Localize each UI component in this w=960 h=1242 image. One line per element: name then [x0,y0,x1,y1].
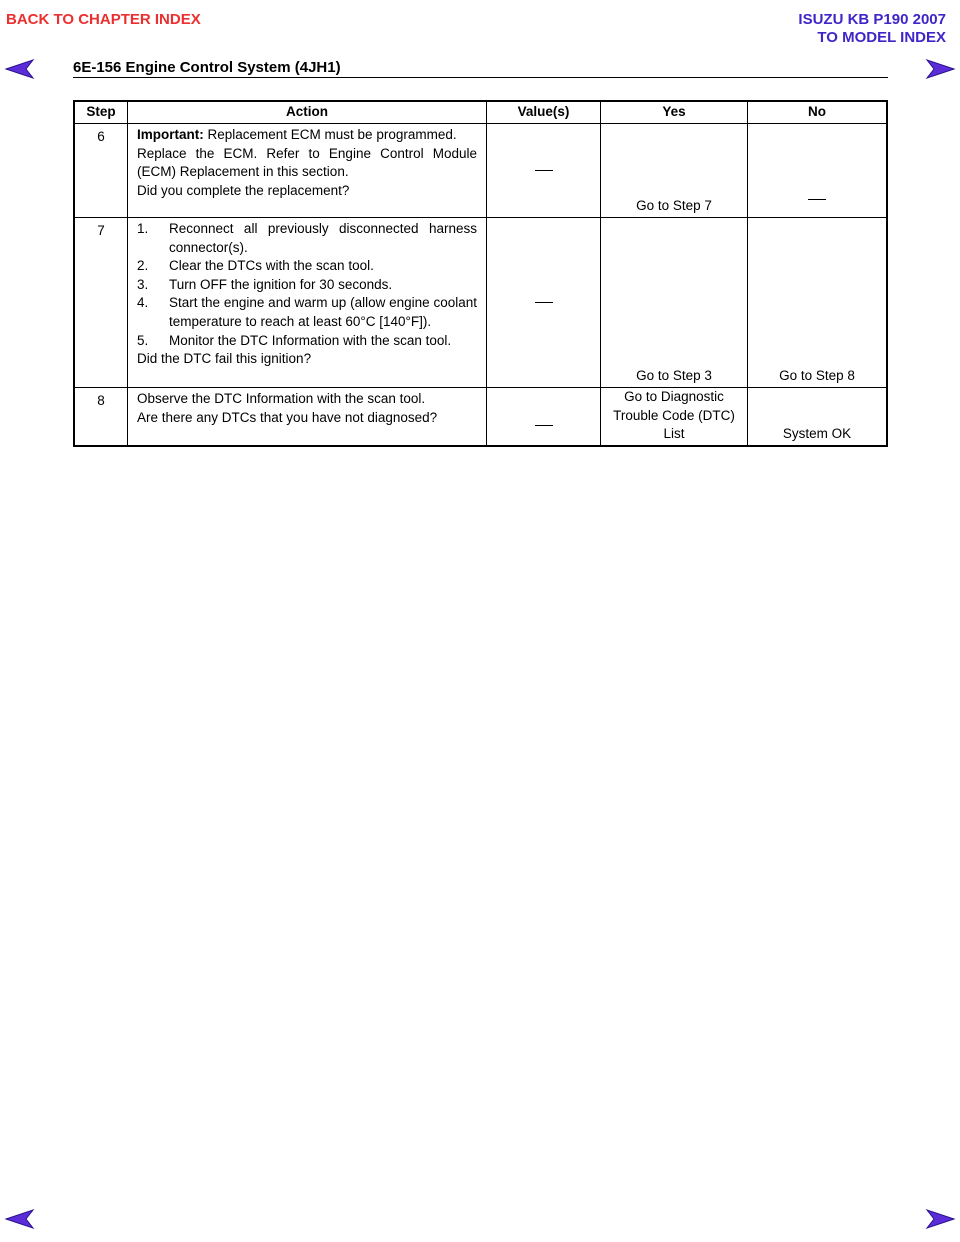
step-number: 8 [74,388,128,446]
empty-value-dash [808,199,826,200]
page-header: 6E-156 Engine Control System (4JH1) [73,59,341,76]
header-action: Action [128,101,487,124]
no-cell: System OK [748,388,888,446]
action-text: Replace the ECM. Refer to Engine Control Module (ECM) Replacement in this section. [137,145,477,180]
next-page-arrow-icon[interactable] [925,58,955,80]
value-cell [487,218,601,388]
list-item: 5. Monitor the DTC Information with the scan tool. [137,332,452,348]
yes-cell: Go to Step 7 [601,124,748,218]
value-cell [487,124,601,218]
action-question: Did you complete the replacement? [137,182,350,198]
header-yes: Yes [601,101,748,124]
header-values: Value(s) [487,101,601,124]
empty-value-dash [535,170,553,171]
yes-cell: Go to Step 3 [601,218,748,388]
important-text: Replacement ECM must be programmed. [203,127,457,142]
previous-page-arrow-icon[interactable] [5,58,35,80]
table-row [74,124,887,218]
header-rule [73,77,888,78]
value-cell [487,388,601,446]
no-cell [748,124,888,218]
important-label: Important: [137,127,204,142]
no-cell: Go to Step 8 [748,218,888,388]
next-page-arrow-icon-bottom[interactable] [925,1208,955,1230]
action-cell [128,124,487,218]
empty-value-dash [535,302,553,303]
table-row [74,388,887,446]
list-item: 2. Clear the DTCs with the scan tool. [137,258,374,274]
action-question: Are there any DTCs that you have not diagnosed? [137,409,438,425]
back-to-chapter-index-link[interactable]: BACK TO CHAPTER INDEX [6,11,201,28]
important-note [137,126,477,145]
list-item: 4. Start the engine and warm up (allow engine coolant temperature to reach at least 60°C [140°F]). [137,295,477,329]
yes-cell: Go to Diagnostic Trouble Code (DTC) List [601,388,748,446]
empty-value-dash [535,425,553,426]
previous-page-arrow-icon-bottom[interactable] [5,1208,35,1230]
model-title-link[interactable]: ISUZU KB P190 2007 [798,11,946,28]
list-item: 3. Turn OFF the ignition for 30 seconds. [137,276,393,292]
header-step: Step [74,101,128,124]
action-question: Did the DTC fail this ignition? [137,351,312,367]
to-model-index-link[interactable]: TO MODEL INDEX [817,29,946,46]
header-no: No [748,101,888,124]
step-number: 6 [74,124,128,218]
list-item: 1. Reconnect all previously disconnected harness connector(s). [137,221,477,255]
action-cell [128,388,487,446]
action-cell [128,218,487,388]
table-header-row [74,101,887,124]
diagnostic-steps-table [73,100,888,447]
table-row [74,218,887,388]
action-text: Observe the DTC Information with the scan tool. [137,391,426,406]
step-number: 7 [74,218,128,388]
